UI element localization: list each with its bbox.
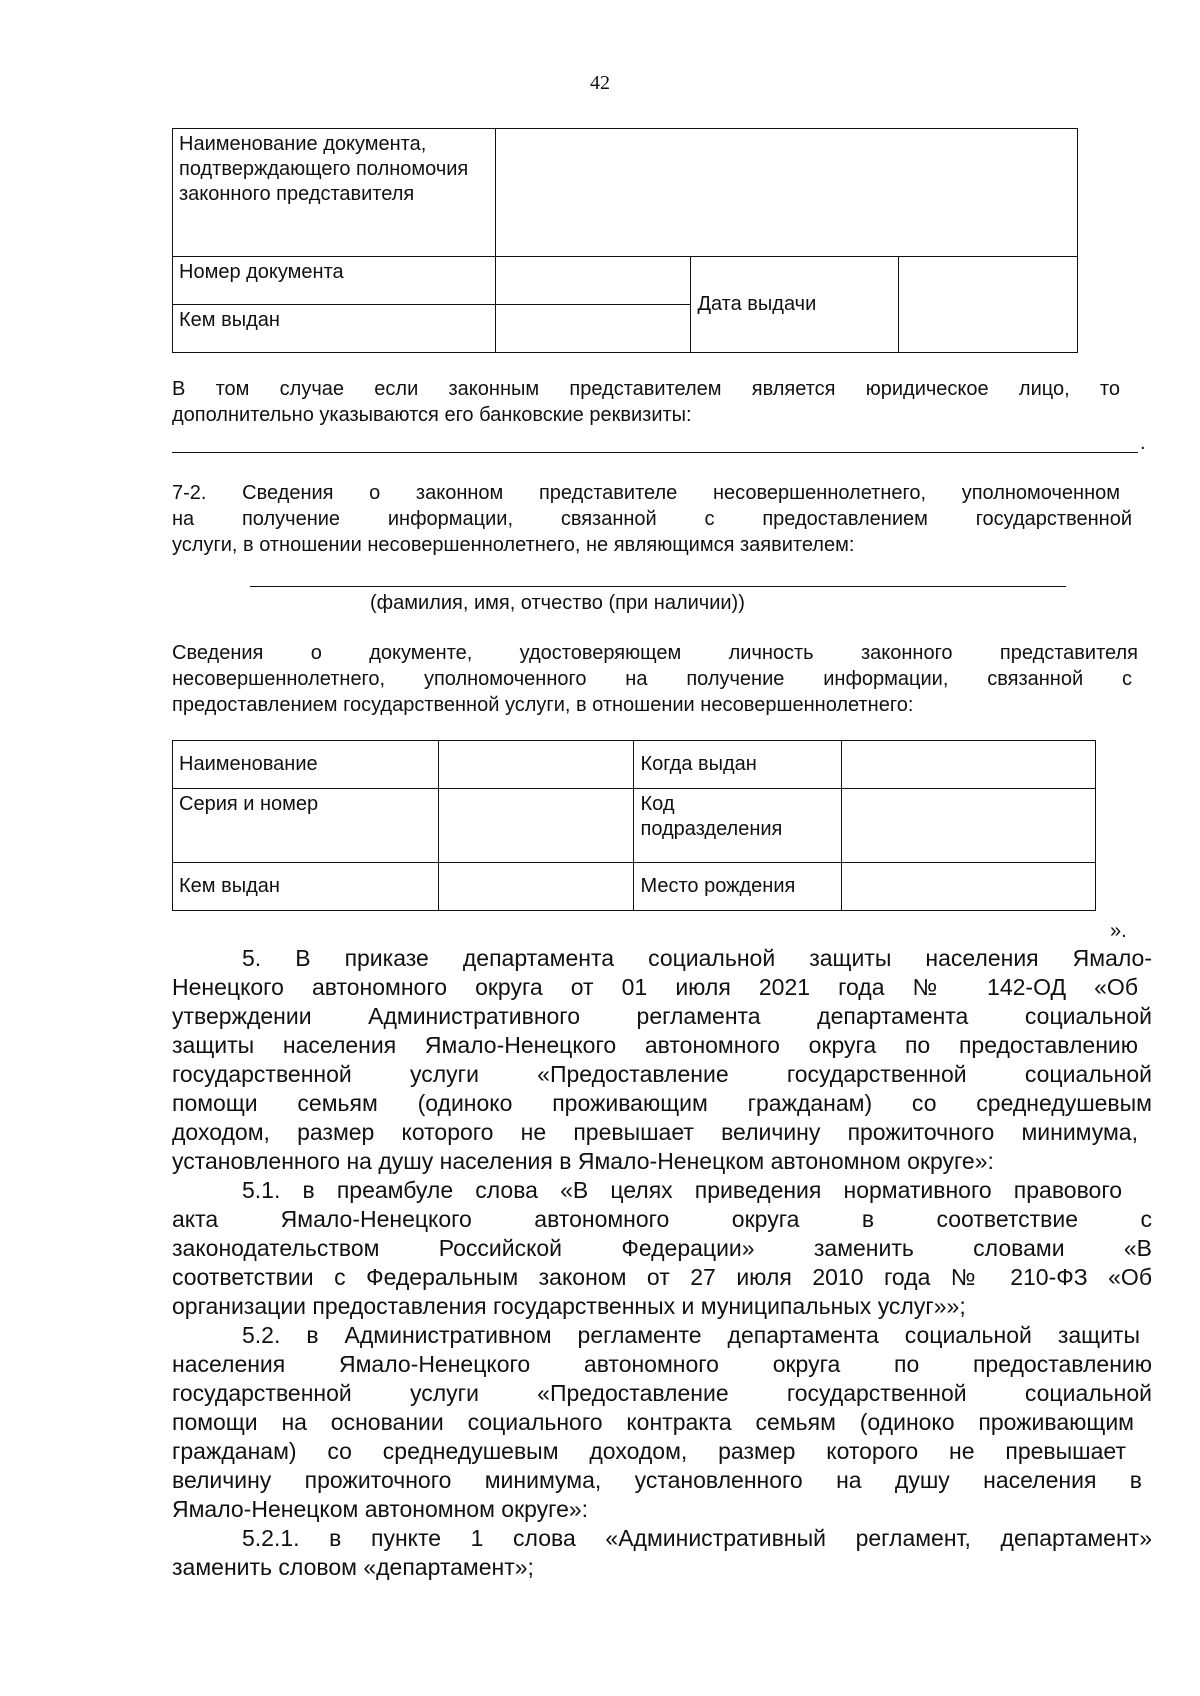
- issued-by-label-2: Кем выдан: [173, 863, 439, 911]
- para-52-line-4: помощи на основании социального контракта семьям (одиноко проживающим: [172, 1409, 1134, 1435]
- when-issued-value[interactable]: [842, 741, 1096, 789]
- page-number: 42: [590, 72, 610, 94]
- series-number-value[interactable]: [438, 789, 634, 863]
- para-51-line-4: соответствии с Федеральным законом от 27 июля 2010 года № 210-ФЗ «Об: [172, 1264, 1152, 1290]
- para-521-line-2: заменить словом «департамент»;: [172, 1554, 534, 1580]
- division-code-label: [634, 789, 842, 863]
- para-52-line-3: государственной услуги «Предоставление государственной социальной: [172, 1380, 1152, 1406]
- para-5-line-6: помощи семьям (одиноко проживающим гражданам) со среднедушевым: [172, 1090, 1152, 1116]
- identity-docs-line-1: Сведения о документе, удостоверяющем личность законного представителя: [172, 642, 1138, 664]
- para-52-line-1: 5.2. в Административном регламенте департамента социальной защиты: [242, 1322, 1140, 1348]
- fio-caption: (фамилия, имя, отчество (при наличии)): [370, 592, 745, 614]
- name-value[interactable]: [438, 741, 634, 789]
- closing-quote: ».: [1110, 920, 1127, 942]
- series-number-label: Серия и номер: [173, 789, 439, 863]
- para-5-line-2: Ненецкого автономного округа от 01 июля 2021 года № 142-ОД «Об: [172, 974, 1138, 1000]
- name-label: Наименование: [173, 741, 439, 789]
- birthplace-value[interactable]: [842, 863, 1096, 911]
- division-code-label-2: подразделения: [640, 818, 783, 840]
- issue-date-value[interactable]: [899, 257, 1078, 353]
- para-52-line-6: величину прожиточного минимума, установленного на душу населения в: [172, 1467, 1142, 1493]
- identity-docs-line-3: предоставлением государственной услуги, в отношении несовершеннолетнего:: [172, 694, 914, 716]
- para-52-line-7: Ямало-Ненецком автономном округе»:: [172, 1496, 589, 1522]
- para-5-line-7: доходом, размер которого не превышает величину прожиточного минимума,: [172, 1119, 1138, 1145]
- identity-docs-line-2: несовершеннолетнего, уполномоченного на получение информации, связанной с: [172, 668, 1132, 690]
- issue-date-label: Дата выдачи: [691, 257, 899, 353]
- doc-number-value[interactable]: [495, 257, 691, 305]
- doc-name-value[interactable]: [495, 129, 1077, 257]
- authority-document-table: [172, 128, 1078, 353]
- para-52-line-2: населения Ямало-Ненецкого автономного округа по предоставлению: [172, 1351, 1152, 1377]
- doc-number-label: Номер документа: [173, 257, 496, 305]
- para-51-line-1: 5.1. в преамбуле слова «В целях приведения нормативного правового: [242, 1177, 1122, 1203]
- issued-by-label: Кем выдан: [173, 305, 496, 353]
- birthplace-label: Место рождения: [634, 863, 842, 911]
- para-51-line-5: организации предоставления государственных и муниципальных услуг»»;: [172, 1293, 966, 1319]
- para-51-line-2: акта Ямало-Ненецкого автономного округа в соответствие с: [172, 1206, 1152, 1232]
- para-52-line-5: гражданам) со среднедушевым доходом, размер которого не превышает: [172, 1438, 1126, 1464]
- issued-by-value[interactable]: [495, 305, 691, 353]
- para-5-line-4: защиты населения Ямало-Ненецкого автономного округа по предоставлению: [172, 1032, 1138, 1058]
- issued-by-value-2[interactable]: [438, 863, 634, 911]
- division-code-value[interactable]: [842, 789, 1096, 863]
- fio-line[interactable]: [250, 586, 1066, 587]
- para-5-line-8: установленного на душу населения в Ямало-Ненецком автономном округе»:: [172, 1148, 994, 1174]
- division-code-label-1: Код: [640, 793, 675, 815]
- para-5-line-1: 5. В приказе департамента социальной защиты населения Ямало-: [242, 945, 1152, 971]
- section-72-line-3: услуги, в отношении несовершеннолетнего, не являющимся заявителем:: [172, 534, 855, 556]
- legal-entity-line-1: В том случае если законным представителем является юридическое лицо, то: [172, 378, 1120, 400]
- para-51-line-3: законодательством Российской Федерации» заменить словами «В: [172, 1235, 1152, 1261]
- bank-details-end-mark: .: [1140, 432, 1146, 454]
- para-521-line-1: 5.2.1. в пункте 1 слова «Административный регламент, департамент»: [242, 1525, 1152, 1551]
- when-issued-label: Когда выдан: [634, 741, 842, 789]
- section-72-line-1: 7-2. Сведения о законном представителе несовершеннолетнего, уполномоченном: [172, 482, 1120, 504]
- legal-entity-line-2: дополнительно указываются его банковские реквизиты:: [172, 404, 692, 426]
- para-5-line-5: государственной услуги «Предоставление государственной социальной: [172, 1061, 1152, 1087]
- doc-name-label: Наименование документа, подтверждающего полномочия законного представителя: [173, 129, 496, 257]
- para-5-line-3: утверждении Административного регламента департамента социальной: [172, 1003, 1152, 1029]
- section-72-line-2: на получение информации, связанной с предоставлением государственной: [172, 508, 1132, 530]
- identity-document-table: [172, 740, 1096, 911]
- bank-details-line[interactable]: [172, 452, 1138, 453]
